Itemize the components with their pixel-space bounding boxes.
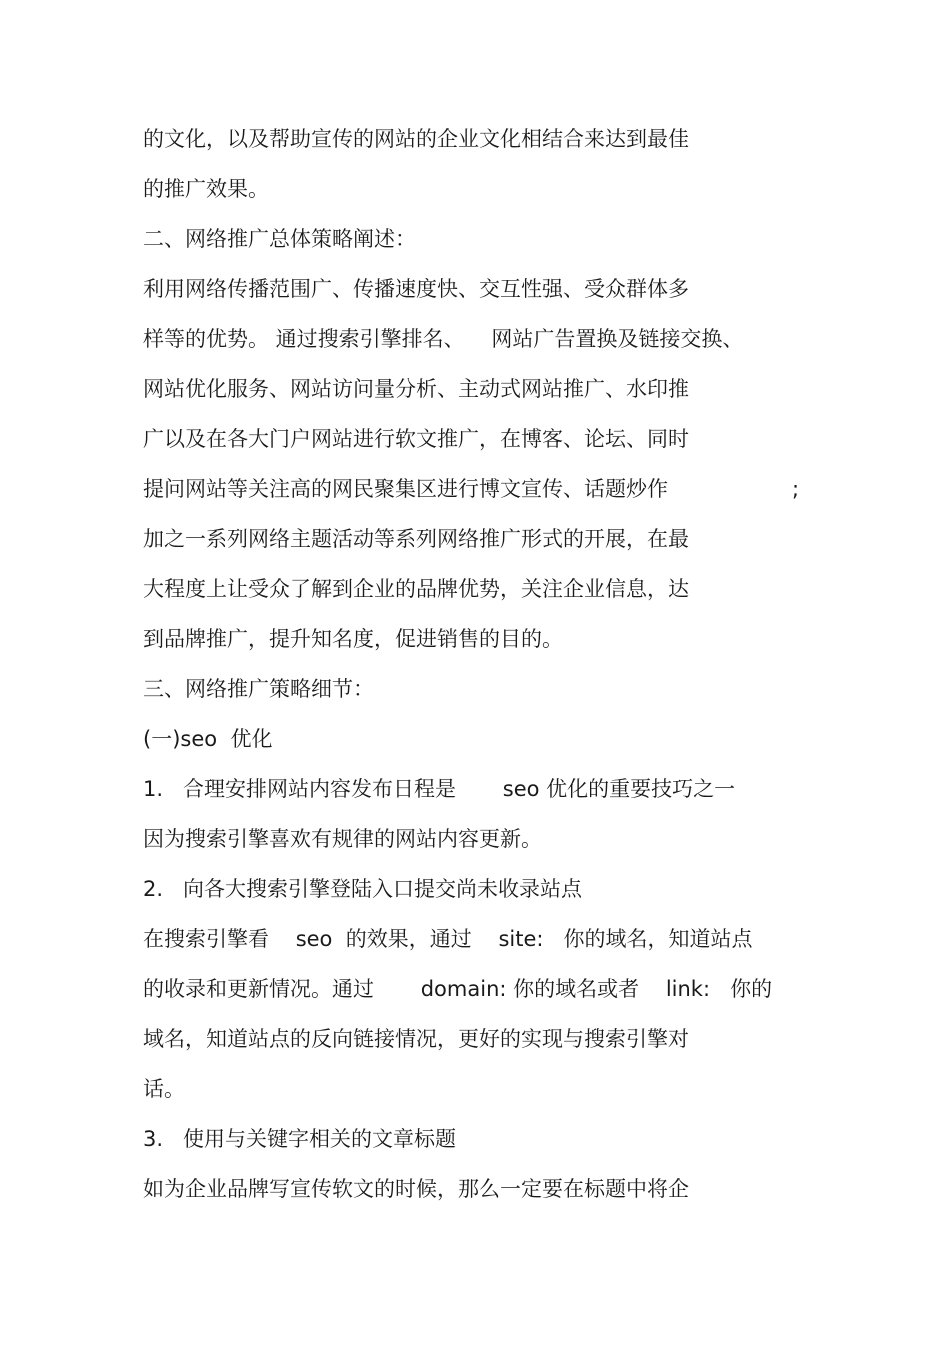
- text-line: 提问网站等关注高的网民聚集区进行博文宣传、话题炒作: [143, 477, 668, 501]
- list-item: 1. 合理安排网站内容发布日程是 seo 优化的重要技巧之一: [143, 777, 736, 801]
- text-line: 大程度上让受众了解到企业的品牌优势，关注企业信息，达: [143, 577, 689, 601]
- text-line: 如为企业品牌写宣传软文的时候，那么一定要在标题中将企: [143, 1177, 689, 1201]
- text-line: 的推广效果。: [143, 177, 269, 201]
- text-line: 话。: [143, 1077, 185, 1101]
- subsection-heading: (一)seo 优化: [143, 727, 273, 751]
- text-line: 在搜索引擎看 seo 的效果，通过 site: 你的域名，知道站点: [143, 927, 753, 951]
- text-line: 加之一系列网络主题活动等系列网络推广形式的开展，在最: [143, 527, 689, 551]
- text-line: 广以及在各大门户网站进行软文推广，在博客、论坛、同时: [143, 427, 689, 451]
- text-line: 因为搜索引擎喜欢有规律的网站内容更新。: [143, 827, 542, 851]
- text-line: 到品牌推广，提升知名度，促进销售的目的。: [143, 627, 563, 651]
- text-line: 域名，知道站点的反向链接情况，更好的实现与搜索引擎对: [143, 1027, 689, 1051]
- trailing-semicolon: ;: [792, 477, 800, 501]
- text-line: 的文化，以及帮助宣传的网站的企业文化相结合来达到最佳: [143, 127, 689, 151]
- text-line: 网站优化服务、网站访问量分析、主动式网站推广、水印推: [143, 377, 689, 401]
- list-item: 2. 向各大搜索引擎登陆入口提交尚未收录站点: [143, 877, 583, 901]
- text-line: 利用网络传播范围广、传播速度快、交互性强、受众群体多: [143, 277, 689, 301]
- list-item: 3. 使用与关键字相关的文章标题: [143, 1127, 457, 1151]
- text-line: 的收录和更新情况。通过 domain: 你的域名或者 link: 你的: [143, 977, 773, 1001]
- text-line: 样等的优势。 通过搜索引擎排名、 网站广告置换及链接交换、: [143, 327, 744, 351]
- section-heading: 三、网络推广策略细节：: [143, 677, 374, 701]
- section-heading: 二、网络推广总体策略阐述：: [143, 227, 416, 251]
